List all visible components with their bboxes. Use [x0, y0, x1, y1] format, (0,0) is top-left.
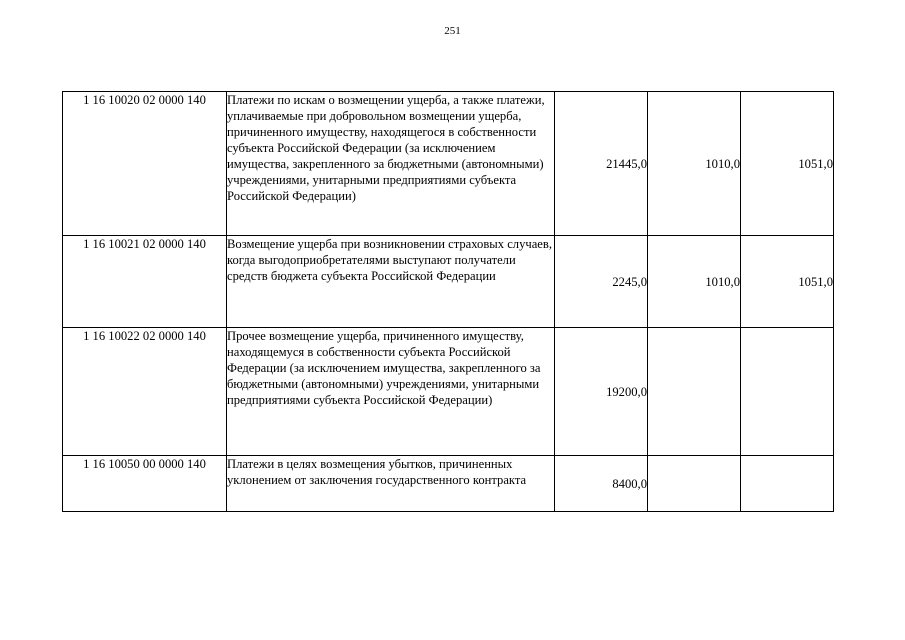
description-cell: Платежи по искам о возмещении ущерба, а также платежи, уплачиваемые при добровольном возмещении ущерба, причиненного имуществу, находящегося в собственности субъекта Российской Федерации (за исключением имущества, закрепленного за бюджетными (автономными) учреждениями, унитарными предприятиями субъекта Российской Федерации) [227, 92, 555, 236]
value-3-cell: 1051,0 [741, 92, 834, 236]
table-row [63, 236, 834, 328]
value-1-cell: 2245,0 [555, 236, 648, 328]
budget-code-cell: 1 16 10022 02 0000 140 [63, 328, 227, 456]
budget-code-cell: 1 16 10020 02 0000 140 [63, 92, 227, 236]
value-3-cell [741, 328, 834, 456]
value-2-cell: 1010,0 [648, 236, 741, 328]
value-2-cell [648, 328, 741, 456]
value-1-cell: 19200,0 [555, 328, 648, 456]
budget-code-cell: 1 16 10021 02 0000 140 [63, 236, 227, 328]
value-3-cell [741, 456, 834, 512]
value-1-cell: 21445,0 [555, 92, 648, 236]
description-cell: Возмещение ущерба при возникновении страховых случаев, когда выгодоприобретателями выступают получатели средств бюджета субъекта Российской Федерации [227, 236, 555, 328]
value-2-cell [648, 456, 741, 512]
budget-code-cell: 1 16 10050 00 0000 140 [63, 456, 227, 512]
budget-table [62, 91, 834, 512]
page-number: 251 [444, 25, 461, 37]
value-2-cell: 1010,0 [648, 92, 741, 236]
description-cell: Платежи в целях возмещения убытков, причиненных уклонением от заключения государственного контракта [227, 456, 555, 512]
table-row [63, 456, 834, 512]
description-cell: Прочее возмещение ущерба, причиненного имуществу, находящемуся в собственности субъекта Российской Федерации (за исключением имущества, закрепленного за бюджетными (автономными) учреждениями, унитарными предприятиями субъекта Российской Федерации) [227, 328, 555, 456]
value-1-cell: 8400,0 [555, 456, 648, 512]
value-3-cell: 1051,0 [741, 236, 834, 328]
table-row [63, 92, 834, 236]
table-row [63, 328, 834, 456]
